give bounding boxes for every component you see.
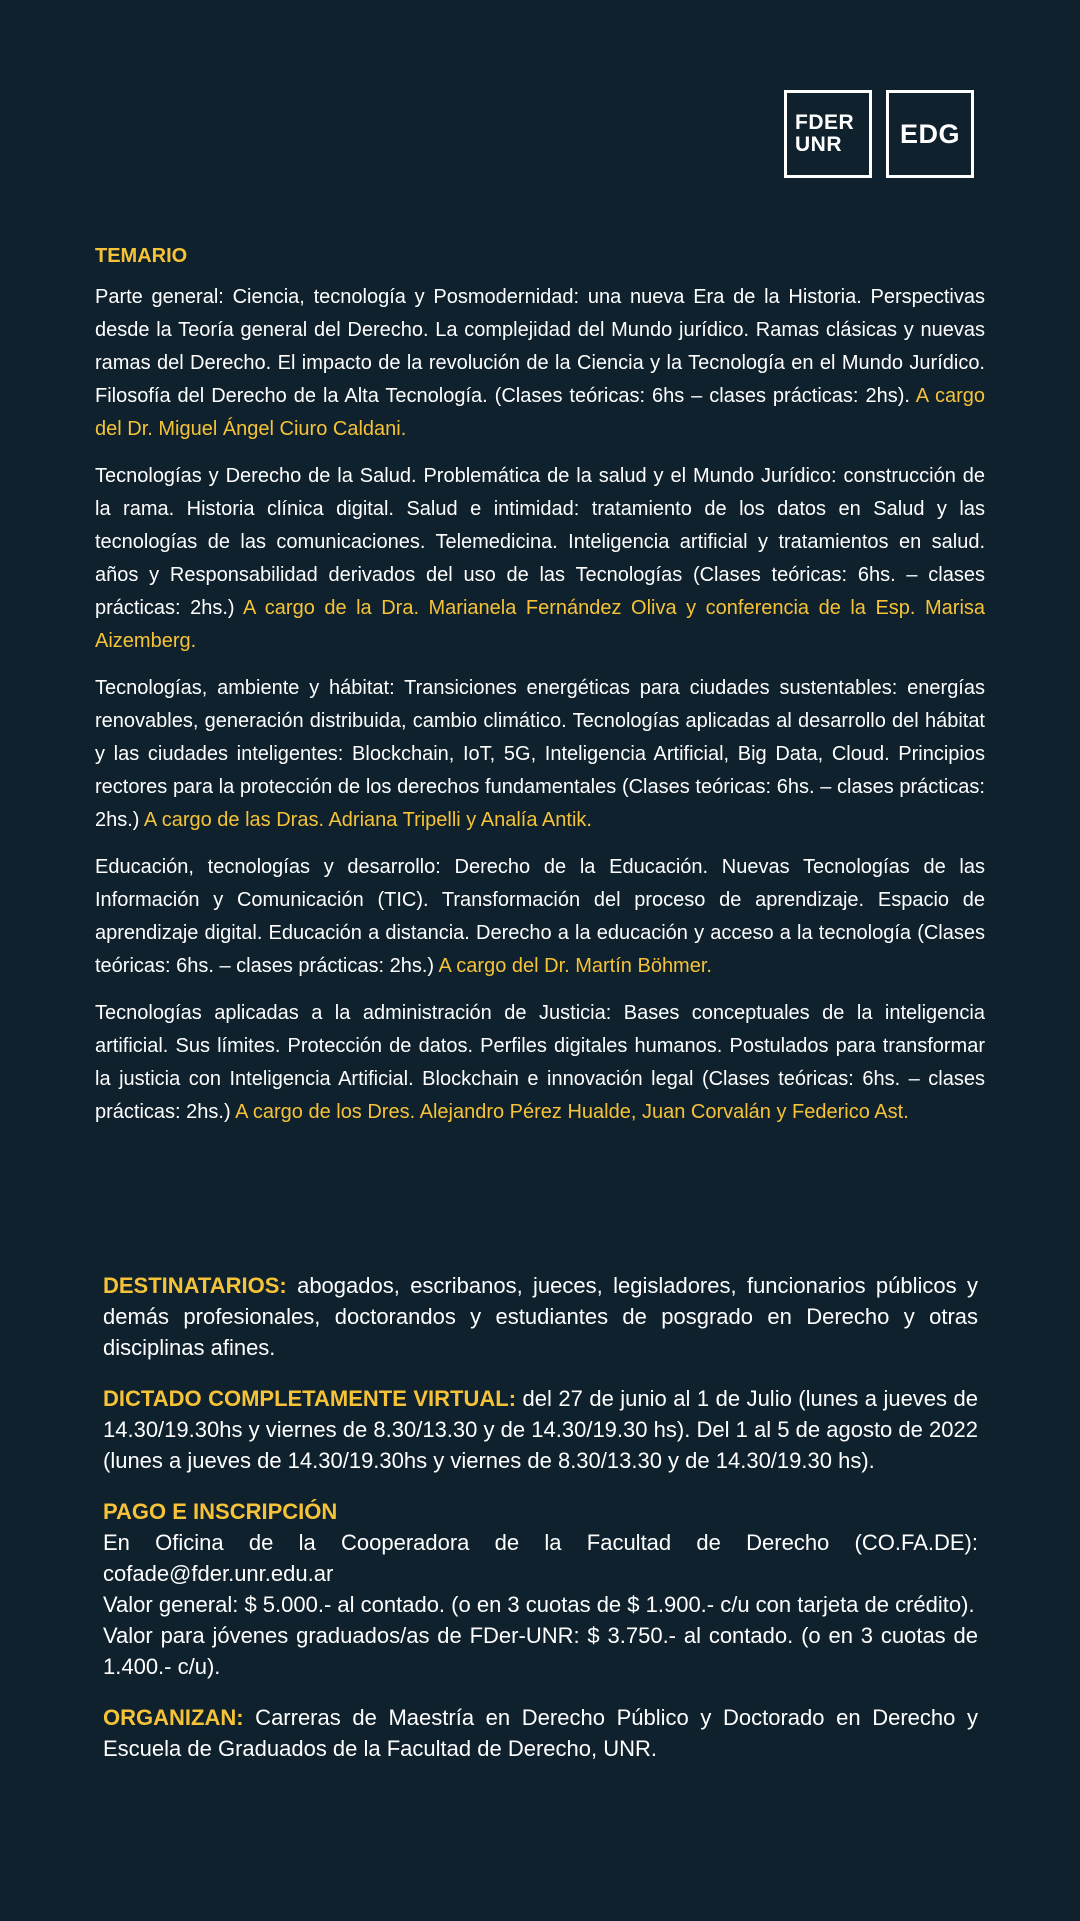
- organizan-text: Carreras de Maestría en Derecho Público y Doctorado en Derecho y Escuela de Graduados de la Facultad de Derecho, UNR.: [103, 1705, 978, 1761]
- temario-item-lecturer: A cargo del Dr. Martín Böhmer.: [438, 955, 712, 977]
- temario-item-lecturer: A cargo de los Dres. Alejandro Pérez Hualde, Juan Corvalán y Federico Ast.: [235, 1101, 909, 1123]
- temario-item-text: Parte general: Ciencia, tecnología y Posmodernidad: una nueva Era de la Historia. Perspectivas desde la Teoría general del Derecho. La complejidad del Mundo jurídico. Ramas clásicas y nuevas ramas del Derecho. El impacto de la revolución de la Ciencia y la Tecnología en el Mundo Jurídico. Filosofía del Derecho de la Alta Tecnología. (Clases teóricas: 6hs – clases prácticas: 2hs).: [95, 286, 985, 407]
- pago-valor-jovenes-line: Valor para jóvenes graduados/as de FDer-UNR: $ 3.750.- al contado. (o en 3 cuotas de 1.400.- c/u).: [103, 1623, 978, 1679]
- pago-valor-general-line: Valor general: $ 5.000.- al contado. (o en 3 cuotas de $ 1.900.- c/u con tarjeta de crédito).: [103, 1592, 975, 1617]
- info-section: [103, 1270, 978, 1784]
- edg-logo-text: EDG: [899, 118, 960, 149]
- temario-item-ambiente: [95, 672, 985, 837]
- dictado-text: del 27 de junio al 1 de Julio (lunes a jueves de 14.30/19.30hs y viernes de 8.30/13.30 y de 14.30/19.30 hs). Del 1 al 5 de agosto de 2022 (lunes a jueves de 14.30/19.30hs y viernes de 8.30/13.30 y de 14.30/19.30 hs).: [103, 1386, 978, 1473]
- pago-block: [103, 1496, 978, 1682]
- fder-unr-logo: [784, 90, 872, 178]
- fder-logo-line1: FDER: [795, 111, 855, 134]
- temario-item-parte-general: [95, 281, 985, 446]
- temario-item-educacion: [95, 851, 985, 983]
- pago-oficina-line: En Oficina de la Cooperadora de la Facultad de Derecho (CO.FA.DE): cofade@fder.unr.edu.ar: [103, 1530, 978, 1586]
- temario-item-salud: [95, 460, 985, 658]
- temario-item-text: Educación, tecnologías y desarrollo: Derecho de la Educación. Nuevas Tecnologías de las Información y Comunicación (TIC). Transformación del proceso de aprendizaje. Espacio de aprendizaje digital. Educación a distancia. Derecho a la educación y acceso a la tecnología (Clases teóricas: 6hs. – clases prácticas: 2hs.): [95, 856, 985, 977]
- logo-group: [784, 90, 974, 178]
- temario-item-text: Tecnologías, ambiente y hábitat: Transiciones energéticas para ciudades sustentables: energías renovables, generación distribuida, cambio climático. Tecnologías aplicadas al desarrollo del hábitat y las ciudades inteligentes: Blockchain, IoT, 5G, Inteligencia Artificial, Big Data, Cloud. Principios rectores para la protección de los derechos fundamentales (Clases teóricas: 6hs. – clases prácticas: 2hs.): [95, 677, 985, 831]
- pago-label: PAGO E INSCRIPCIÓN: [103, 1499, 338, 1524]
- edg-logo: [886, 90, 974, 178]
- dictado-block: [103, 1383, 978, 1476]
- destinatarios-block: [103, 1270, 978, 1363]
- fder-logo-line2: UNR: [795, 133, 842, 156]
- organizan-label: ORGANIZAN:: [103, 1705, 244, 1730]
- dictado-label: DICTADO COMPLETAMENTE VIRTUAL:: [103, 1386, 517, 1411]
- temario-title: TEMARIO: [95, 245, 188, 267]
- temario-item-lecturer: A cargo del Dr. Miguel Ángel Ciuro Caldani.: [95, 385, 986, 440]
- temario-item-justicia: [95, 997, 985, 1129]
- destinatarios-label: DESTINATARIOS:: [103, 1273, 287, 1298]
- temario-item-lecturer: A cargo de las Dras. Adriana Tripelli y Analía Antik.: [143, 809, 592, 831]
- temario-section: [95, 245, 985, 1143]
- organizan-block: [103, 1702, 978, 1764]
- temario-item-text: Tecnologías aplicadas a la administración de Justicia: Bases conceptuales de la inteligencia artificial. Sus límites. Protección de datos. Perfiles digitales humanos. Postulados para transformar la justicia con Inteligencia Artificial. Blockchain e innovación legal (Clases teóricas: 6hs. – clases prácticas: 2hs.): [95, 1002, 985, 1123]
- temario-item-lecturer: A cargo de la Dra. Marianela Fernández Oliva y conferencia de la Esp. Marisa Aizemberg.: [95, 597, 986, 652]
- temario-item-text: Tecnologías y Derecho de la Salud. Problemática de la salud y el Mundo Jurídico: construcción de la rama. Historia clínica digital. Salud e intimidad: tratamiento de los datos en Salud y las tecnologías de las comunicaciones. Telemedicina. Inteligencia artificial y tratamientos en salud. años y Responsabilidad derivados del uso de las Tecnologías (Clases teóricas: 6hs. – clases prácticas: 2hs.): [95, 465, 985, 619]
- destinatarios-text: abogados, escribanos, jueces, legisladores, funcionarios públicos y demás profesionales, doctorandos y estudiantes de posgrado en Derecho y otras disciplinas afines.: [103, 1273, 978, 1360]
